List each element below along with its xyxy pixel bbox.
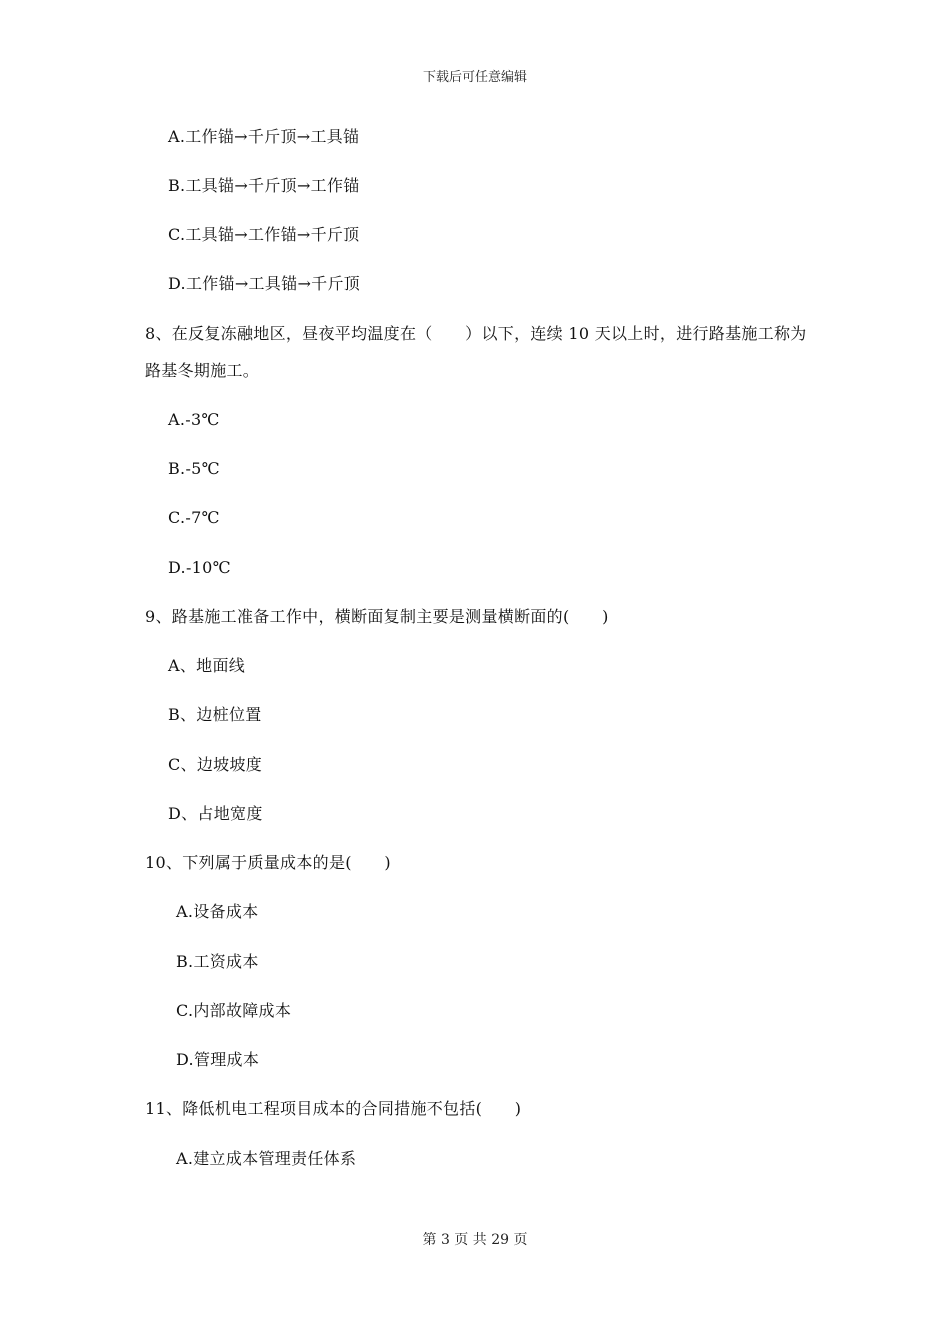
q8-option-c: C.-7℃ — [168, 508, 220, 527]
q10-option-d: D.管理成本 — [176, 1050, 260, 1069]
q7-option-c: C.工具锚→工作锚→千斤顶 — [168, 225, 360, 244]
q9-option-b: B、边桩位置 — [168, 705, 262, 724]
q8-option-b: B.-5℃ — [168, 459, 220, 478]
q8-stem-line2: 路基冬期施工。 — [145, 361, 260, 380]
q9-option-a: A、地面线 — [168, 656, 246, 675]
q11-stem: 11、降低机电工程项目成本的合同措施不包括( ) — [145, 1099, 522, 1118]
q8-option-d: D.-10℃ — [168, 558, 231, 577]
page-footer: 第 3 页 共 29 页 — [422, 1232, 528, 1248]
q8-option-a: A.-3℃ — [168, 410, 220, 429]
q10-option-c: C.内部故障成本 — [176, 1001, 292, 1020]
q9-stem: 9、路基施工准备工作中，横断面复制主要是测量横断面的( ) — [145, 607, 609, 626]
q11-option-a: A.建立成本管理责任体系 — [176, 1149, 357, 1168]
q10-option-a: A.设备成本 — [176, 902, 259, 921]
q9-option-c: C、边坡坡度 — [168, 755, 263, 774]
q8-stem-line1: 8、在反复冻融地区，昼夜平均温度在（ ）以下，连续 10 天以上时，进行路基施工称为 — [145, 324, 807, 343]
page-header: 下载后可任意编辑 — [422, 70, 527, 85]
q9-option-d: D、占地宽度 — [168, 804, 263, 823]
q10-stem: 10、下列属于质量成本的是( ) — [145, 853, 391, 872]
q7-option-b: B.工具锚→千斤顶→工作锚 — [168, 176, 360, 195]
q10-option-b: B.工资成本 — [176, 952, 259, 971]
q7-option-d: D.工作锚→工具锚→千斤顶 — [168, 274, 361, 293]
q7-option-a: A.工作锚→千斤顶→工具锚 — [168, 127, 360, 146]
